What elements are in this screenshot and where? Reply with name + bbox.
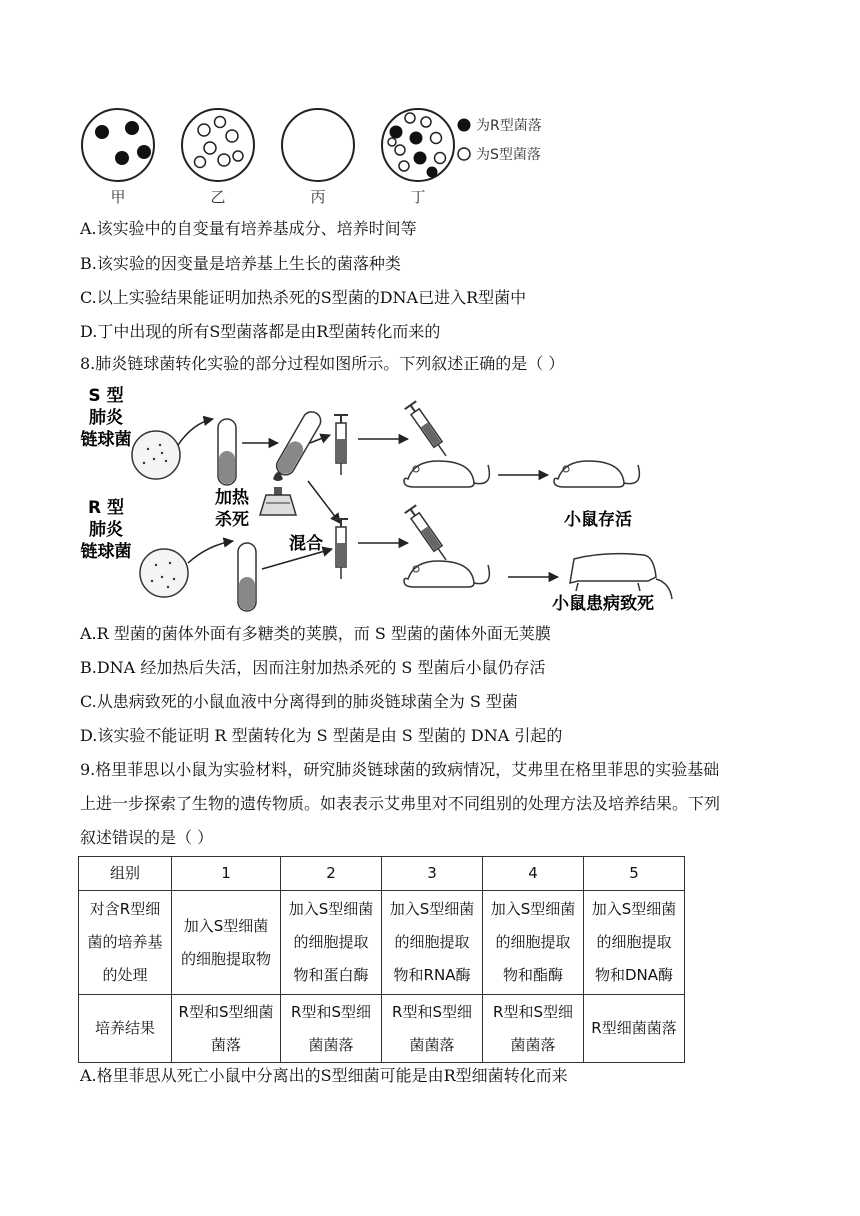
q7-option-c: C.以上实验结果能证明加热杀死的S型菌的DNA已进入R型菌中 xyxy=(80,288,527,307)
cell-line: R型和S型细 xyxy=(392,1002,472,1021)
r-colony xyxy=(137,145,151,159)
cell-line: 菌菌落 xyxy=(510,1035,556,1054)
table-cell xyxy=(382,995,483,1063)
table-cell xyxy=(172,995,281,1063)
table-header-row xyxy=(79,857,685,891)
table-row-result xyxy=(79,995,685,1063)
cell-line: R型和S型细 xyxy=(291,1002,371,1021)
header-cell: 5 xyxy=(584,857,685,891)
cell-line: 物和DNA酶 xyxy=(594,966,674,984)
q9-stem-line3: 叙述错误的是（ ） xyxy=(80,828,214,847)
s-strain-label-line2: 肺炎 xyxy=(89,408,123,428)
legend-s-symbol xyxy=(458,148,470,160)
mix-label: 混合 xyxy=(289,534,323,554)
r-strain-label-line1: R 型 xyxy=(87,498,125,518)
q8-stem: 8.肺炎链球菌转化实验的部分过程如图所示。下列叙述正确的是（ ） xyxy=(80,354,565,373)
dish-label-yi: 乙 xyxy=(210,188,226,206)
row-label-treatment xyxy=(79,891,172,995)
cell-line: 的细胞提取 xyxy=(293,933,369,951)
row-label-result: 培养结果 xyxy=(79,995,172,1063)
q8-option-a: A.R 型菌的菌体外面有多糖类的荚膜，而 S 型菌的菌体外面无荚膜 xyxy=(80,624,551,643)
table-cell xyxy=(584,891,685,995)
survive-label: 小鼠存活 xyxy=(564,510,632,530)
cell-line: 的处理 xyxy=(102,966,148,984)
cell-line: 的细胞提取 xyxy=(596,933,672,951)
alcohol-lamp-icon xyxy=(260,472,296,515)
cell-line: 对含R型细 xyxy=(89,900,161,918)
cell-line: 物和蛋白酶 xyxy=(293,966,369,984)
mouse-icon-bottom xyxy=(404,561,489,587)
culture-dish-figure xyxy=(80,100,600,210)
mouse-dead-icon xyxy=(570,554,672,599)
dish-bing xyxy=(282,109,354,181)
heat-kill-label-line1: 加热 xyxy=(215,488,249,508)
table-cell xyxy=(483,891,584,995)
q8-option-c: C.从患病致死的小鼠血液中分离得到的肺炎链球菌全为 S 型菌 xyxy=(80,692,518,711)
s-strain-label-line1: S 型 xyxy=(88,386,124,406)
legend-r-symbol xyxy=(458,119,471,132)
q8-option-b: B.DNA 经加热后失活，因而注射加热杀死的 S 型菌后小鼠仍存活 xyxy=(80,658,546,677)
cell-line: 加入S型细菌 xyxy=(183,916,269,935)
avery-experiment-table xyxy=(78,856,685,1063)
legend xyxy=(458,117,542,163)
table-cell xyxy=(281,995,382,1063)
table-cell xyxy=(281,891,382,995)
q9-stem-line2: 上进一步探索了生物的遗传物质。如表表示艾弗里对不同组别的处理方法及培养结果。下列 xyxy=(80,794,721,813)
cell-line: 加入S型细菌 xyxy=(490,900,576,918)
s-colony xyxy=(195,157,206,168)
q9-option-a: A.格里菲思从死亡小鼠中分离出的S型细菌可能是由R型细菌转化而来 xyxy=(80,1066,568,1085)
header-cell: 组别 xyxy=(79,857,172,891)
s-colony xyxy=(204,142,216,154)
q9-stem-line1: 9.格里菲思以小鼠为实验材料，研究肺炎链球菌的致病情况，艾弗里在格里菲思的实验基础 xyxy=(80,760,720,779)
die-label: 小鼠患病致死 xyxy=(552,594,654,614)
cell-line: 的细胞提取 xyxy=(495,933,571,951)
s-colony xyxy=(435,153,446,164)
cell-line: 菌的培养基 xyxy=(87,933,163,951)
dish-label-bing: 丙 xyxy=(310,188,326,206)
cell-line: R型细菌菌落 xyxy=(591,1019,677,1037)
syringe-icon-top xyxy=(334,415,348,475)
s-colony xyxy=(226,130,238,142)
s-culture-dish xyxy=(132,431,180,479)
header-cell: 1 xyxy=(172,857,281,891)
table-row-treatment xyxy=(79,891,685,995)
q8-option-d: D.该实验不能证明 R 型菌转化为 S 型菌是由 S 型菌的 DNA 引起的 xyxy=(80,726,563,745)
r-colony xyxy=(95,125,109,139)
s-colony xyxy=(218,154,230,166)
cell-line: 物和酯酶 xyxy=(502,966,563,984)
header-cell: 3 xyxy=(382,857,483,891)
table-cell xyxy=(584,995,685,1063)
syringe-icon-bottom-injection xyxy=(405,505,452,564)
s-colony xyxy=(215,117,226,128)
table-cell xyxy=(382,891,483,995)
cell-line: 的细胞提取 xyxy=(394,933,470,951)
s-colony xyxy=(399,161,409,171)
s-colony xyxy=(388,138,396,146)
header-cell: 4 xyxy=(483,857,584,891)
cell-line: R型和S型细菌 xyxy=(178,1002,274,1021)
dish-yi xyxy=(182,109,254,181)
table-cell xyxy=(483,995,584,1063)
syringe-icon-top-injection xyxy=(405,401,452,460)
cell-line: 物和RNA酶 xyxy=(393,966,471,984)
syringe-icon-bottom xyxy=(334,519,348,579)
r-colony xyxy=(427,167,438,178)
s-colony xyxy=(405,113,415,123)
r-strain-label-line2: 肺炎 xyxy=(89,520,123,540)
dish-jia xyxy=(82,109,154,181)
transformation-experiment-figure xyxy=(78,383,688,615)
dish-ding xyxy=(382,109,454,181)
q7-option-b: B.该实验的因变量是培养基上生长的菌落种类 xyxy=(80,254,401,273)
s-colony xyxy=(395,145,405,155)
mouse-survive-icon xyxy=(554,461,639,487)
q7-option-d: D.丁中出现的所有S型菌落都是由R型菌转化而来的 xyxy=(80,322,441,341)
heated-test-tube xyxy=(273,409,324,479)
legend-r-label: 为R型菌落 xyxy=(476,118,542,134)
table-cell xyxy=(172,891,281,995)
s-colony xyxy=(233,151,243,161)
cell-line: 加入S型细菌 xyxy=(389,900,475,918)
dish-label-jia: 甲 xyxy=(110,188,126,206)
cell-line: 加入S型细菌 xyxy=(591,900,677,918)
cell-line: 的细胞提取物 xyxy=(180,949,271,968)
r-colony xyxy=(115,151,129,165)
s-strain-label-line3: 链球菌 xyxy=(80,430,132,450)
cell-line: 加入S型细菌 xyxy=(288,900,374,918)
r-strain-label-line3: 链球菌 xyxy=(80,542,132,562)
heat-kill-label-line2: 杀死 xyxy=(215,510,249,530)
legend-s-label: 为S型菌落 xyxy=(476,147,541,163)
r-colony xyxy=(414,152,427,165)
s-colony xyxy=(198,124,210,136)
r-culture-dish xyxy=(140,549,188,597)
s-colony xyxy=(421,117,431,127)
cell-line: R型和S型细 xyxy=(493,1002,573,1021)
cell-line: 菌菌落 xyxy=(409,1035,455,1054)
s-colony xyxy=(431,133,442,144)
r-test-tube xyxy=(238,543,256,611)
cell-line: 菌落 xyxy=(210,1035,241,1054)
r-colony xyxy=(410,132,423,145)
mouse-icon xyxy=(404,461,489,487)
r-colony xyxy=(125,121,139,135)
q7-option-a: A.该实验中的自变量有培养基成分、培养时间等 xyxy=(80,219,417,238)
cell-line: 菌菌落 xyxy=(308,1035,354,1054)
s-test-tube xyxy=(218,419,236,485)
dish-label-ding: 丁 xyxy=(410,188,426,206)
r-colony xyxy=(390,126,403,139)
header-cell: 2 xyxy=(281,857,382,891)
